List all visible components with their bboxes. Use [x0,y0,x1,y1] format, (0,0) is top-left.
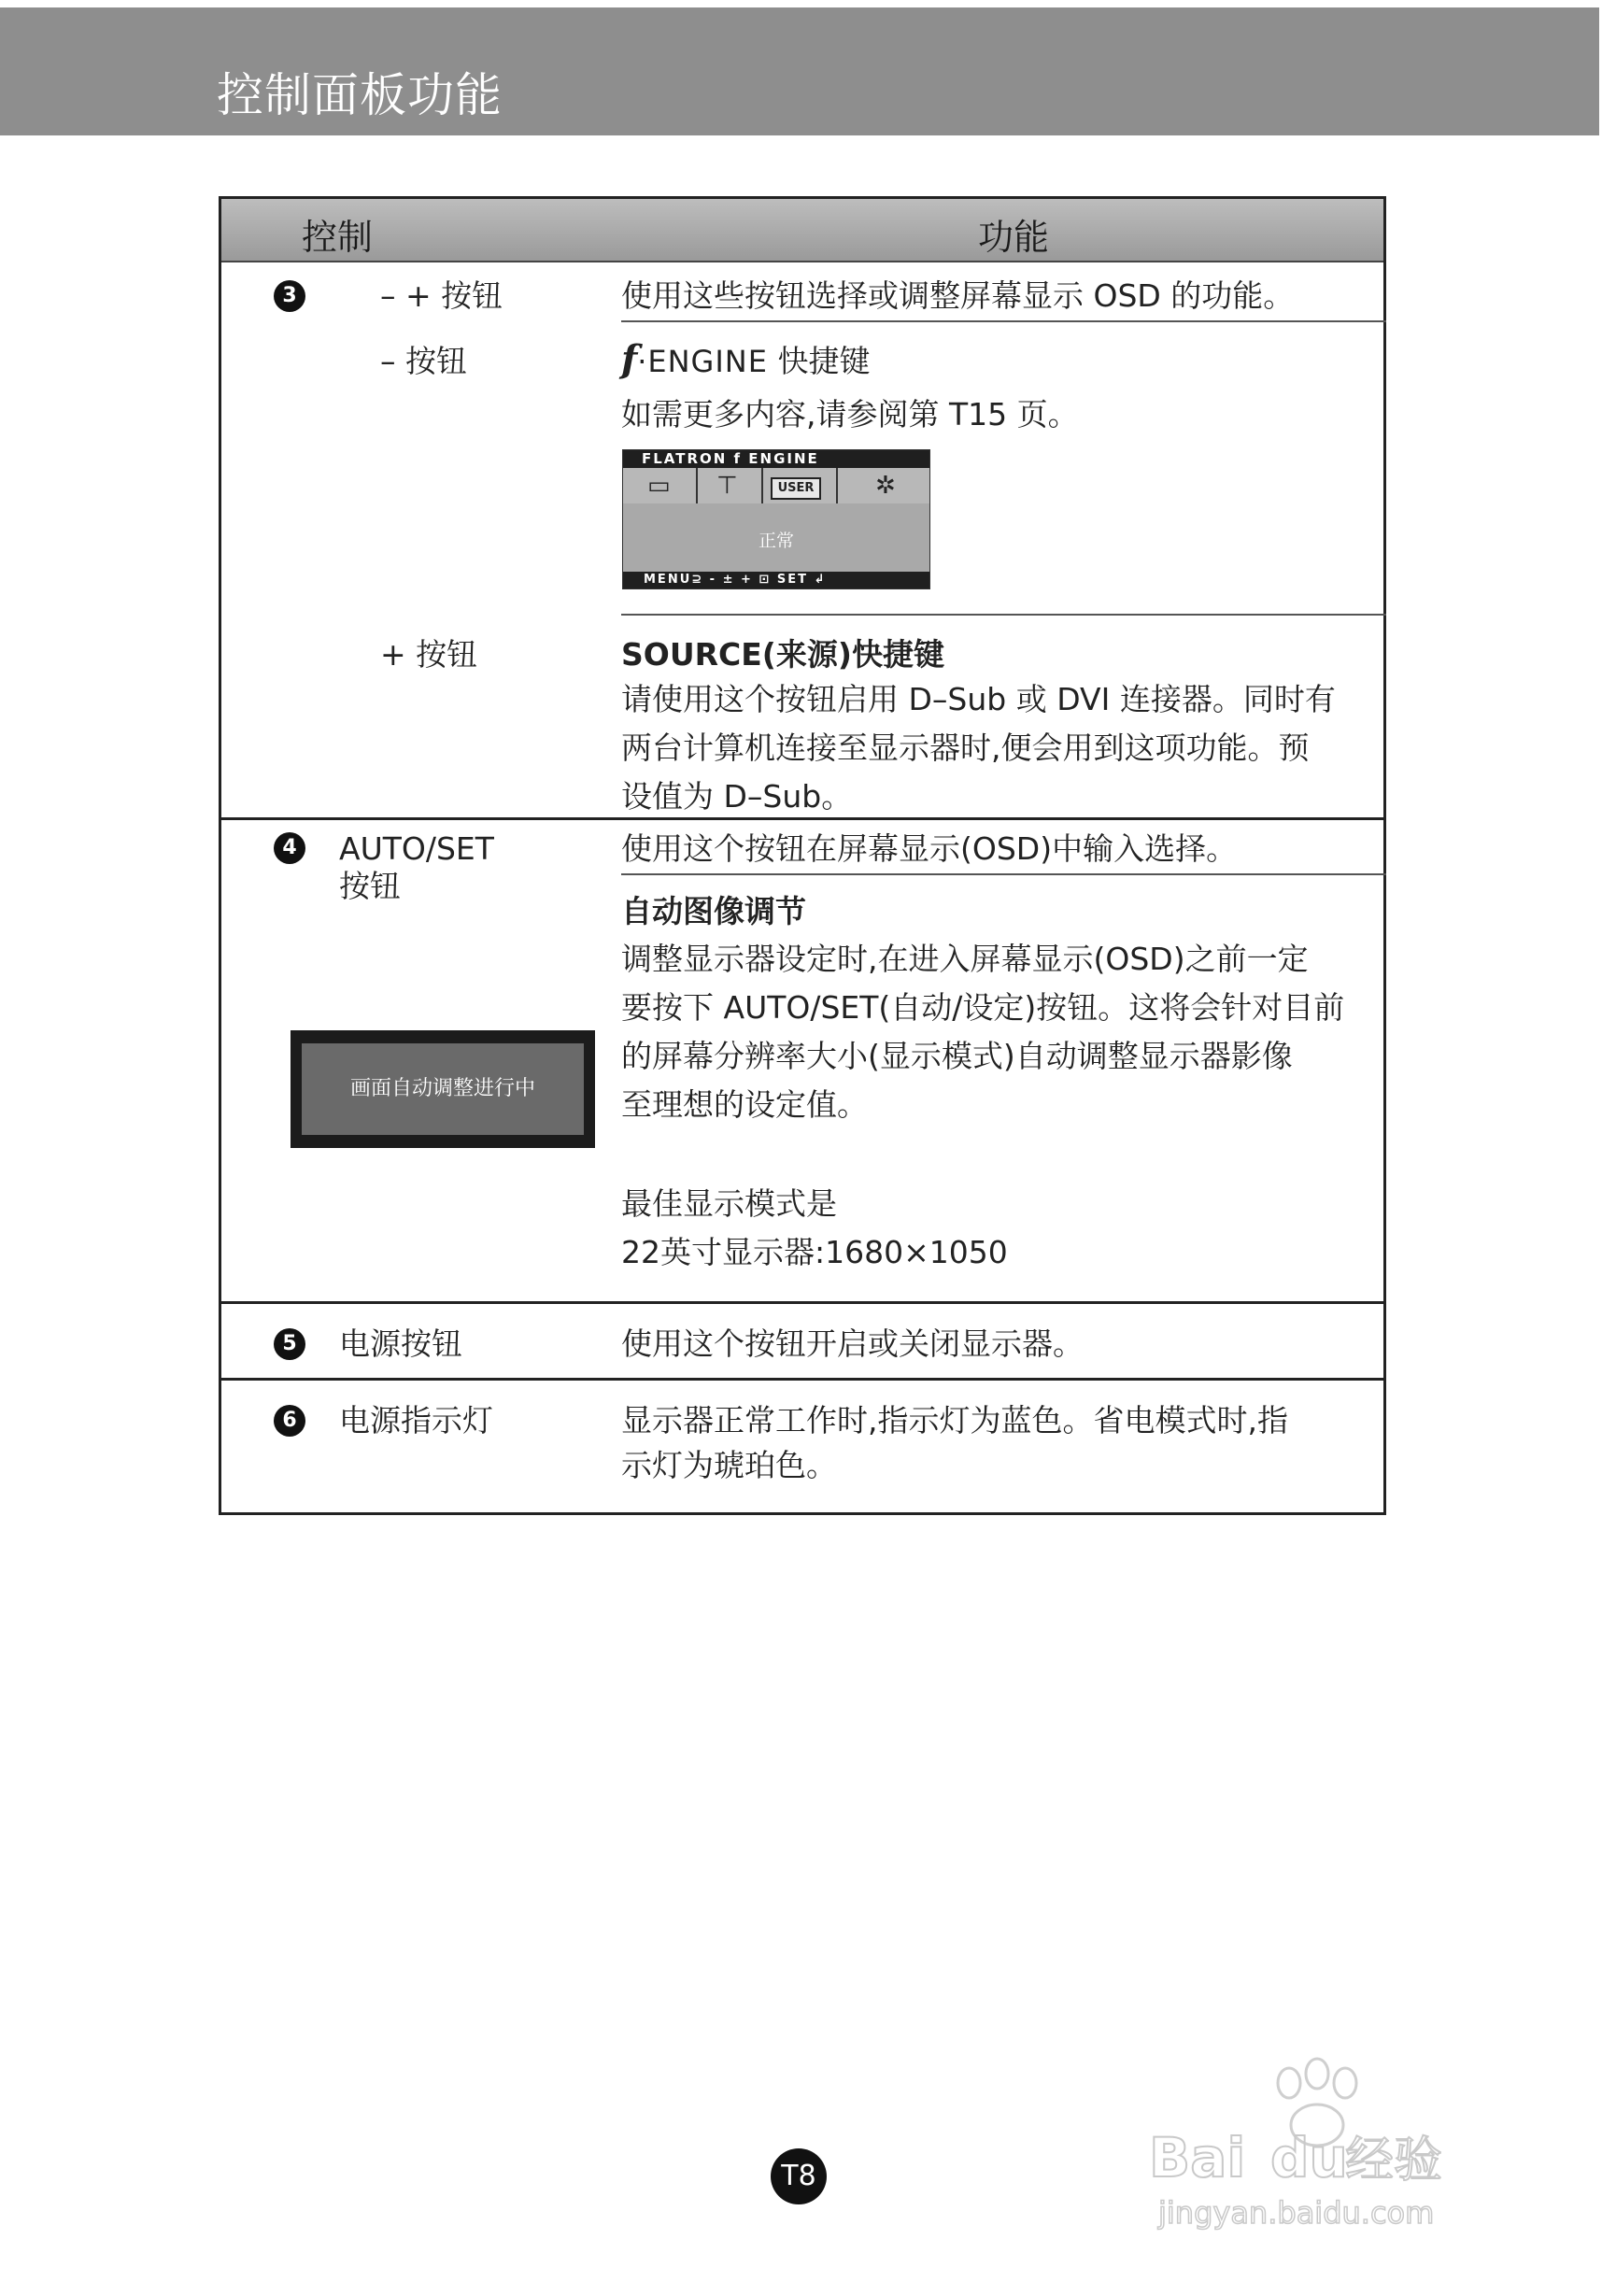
auto-image-line: 至理想的设定值。 [621,1086,868,1123]
column-header-control: 控制 [302,217,374,258]
power-indicator-desc-line: 显示器正常工作时,指示灯为蓝色。省电模式时,指 [621,1402,1288,1439]
item-number-4: 4 [274,832,305,864]
page-number-badge: T8 [771,2148,827,2204]
plus-button-label: + 按钮 [380,636,478,673]
auto-set-button-label: AUTO/SET [339,830,494,867]
power-indicator-label: 电源指示灯 [339,1402,493,1439]
row-divider [621,614,1386,616]
fengine-osd-screenshot [622,449,930,589]
watermark-url: jingyan.baidu.com [1158,2195,1435,2231]
minus-button-label: – 按钮 [380,343,467,379]
power-button-desc: 使用这个按钮开启或关闭显示器。 [621,1325,1084,1362]
control-function-table [219,196,1386,1515]
best-mode-line: 最佳显示模式是 [621,1185,837,1222]
item-number-3: 3 [274,280,305,312]
text-mode-icon: ⊤ [716,472,738,500]
row-divider [621,320,1386,322]
source-hotkey-title: SOURCE(来源)快捷键 [621,636,944,673]
tool-icon: ✲ [875,472,896,500]
row-divider [621,873,1386,875]
user-mode-icon: USER [771,477,821,500]
osd-title-bar: FLATRON f ENGINE [623,450,929,468]
auto-adjust-message: 画面自动调整进行中 [302,1043,584,1135]
watermark-brand: Bai [1149,2126,1246,2190]
watermark-brand-2: du [1270,2126,1348,2190]
row-separator [221,817,1386,820]
baidu-jingyan-watermark [1130,2046,1504,2232]
fengine-hotkey-title [621,335,870,386]
source-desc-line: 请使用这个按钮启用 D–Sub 或 DVI 连接器。同时有 [621,681,1336,717]
fengine-see-page: 如需更多内容,请参阅第 T15 页。 [621,396,1079,432]
auto-set-desc: 使用这个按钮在屏幕显示(OSD)中输入选择。 [621,830,1238,867]
auto-image-line: 的屏幕分辨率大小(显示模式)自动调整显示器影像 [621,1038,1293,1074]
column-header-function: 功能 [978,217,1050,258]
page-title: 控制面板功能 [217,68,503,122]
auto-image-line: 调整显示器设定时,在进入屏幕显示(OSD)之前一定 [621,941,1309,977]
row-separator [221,1301,1386,1304]
item-number-5: 5 [274,1328,305,1360]
movie-mode-icon: ▭ [647,472,671,500]
best-mode-line: 22英寸显示器:1680×1050 [621,1234,1008,1270]
auto-set-button-label-2: 按钮 [339,868,401,904]
item-number-6: 6 [274,1405,305,1437]
osd-separator [761,468,763,503]
osd-bottom-bar: MENU⊇ - ± + ⊡ SET ↲ [623,572,929,588]
source-desc-line: 设值为 D–Sub。 [621,778,853,815]
osd-separator [836,468,838,503]
watermark-cn: 经验 [1345,2133,1443,2189]
auto-image-title: 自动图像调节 [621,893,806,929]
auto-image-line: 要按下 AUTO/SET(自动/设定)按钮。这将会针对目前 [621,989,1345,1026]
fengine-wordmark: ·ENGINE [637,344,768,379]
fengine-hotkey-suffix: 快捷键 [777,343,871,379]
table-header [221,199,1383,262]
row-separator [221,1378,1386,1381]
paw-toe [1306,2059,1328,2089]
fengine-logo: f [621,337,638,381]
auto-adjust-osd-screenshot [291,1030,595,1148]
osd-mode-icons [623,468,929,503]
power-indicator-desc-line: 示灯为琥珀色。 [621,1447,837,1483]
paw-toe [1278,2068,1300,2098]
osd-mode-label: 正常 [758,531,794,551]
power-button-label: 电源按钮 [339,1325,462,1362]
osd-separator [696,468,698,503]
minus-plus-button-desc: 使用这些按钮选择或调整屏幕显示 OSD 的功能。 [621,277,1295,314]
minus-plus-button-label: – + 按钮 [380,277,503,314]
source-desc-line: 两台计算机连接至显示器时,便会用到这项功能。预 [621,730,1310,766]
paw-toe [1334,2068,1356,2098]
